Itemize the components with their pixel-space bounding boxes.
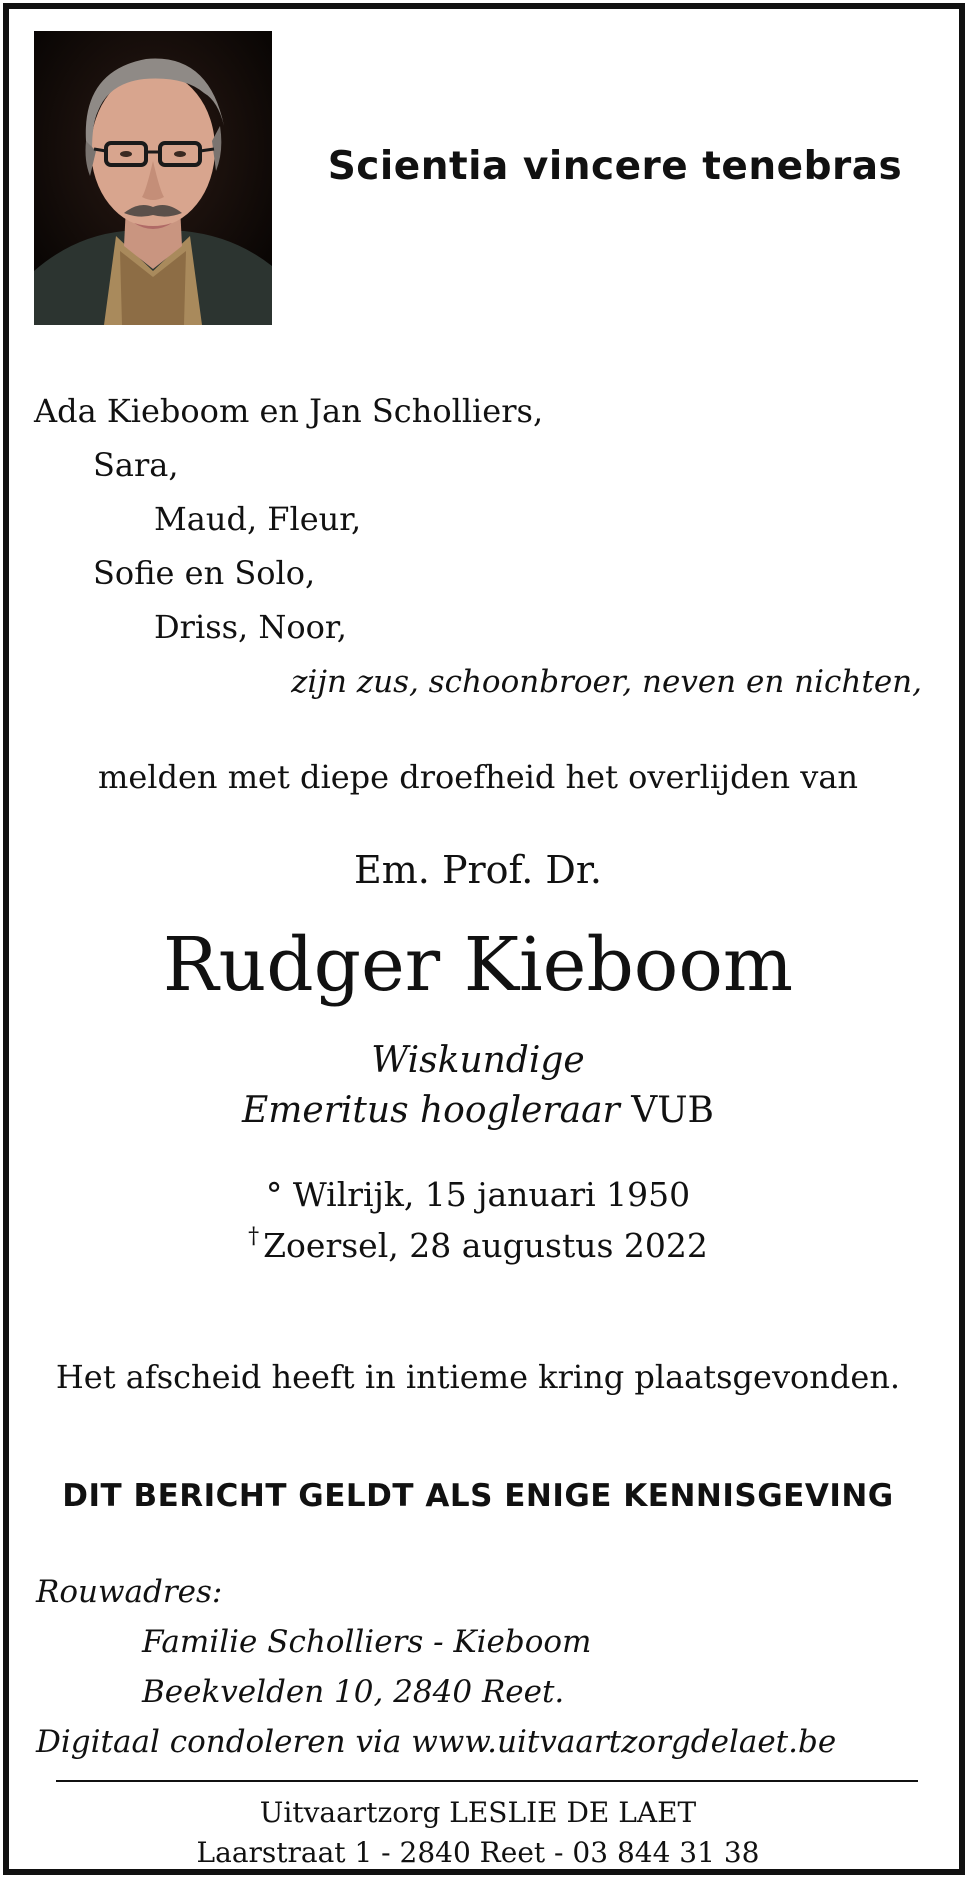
mourning-address-label: Rouwadres: — [36, 1574, 223, 1610]
portrait-illustration — [34, 31, 272, 325]
profession: Wiskundige — [371, 1040, 585, 1081]
academic-position — [0, 1090, 956, 1131]
institution: VUB — [631, 1090, 714, 1131]
funeral-home-contact: Laarstraat 1 - 2840 Reet - 03 844 31 38 — [196, 1836, 760, 1869]
birth-line — [0, 1175, 956, 1214]
farewell-text: Het afscheid heeft in intieme kring plaatsgevonden. — [55, 1358, 901, 1396]
death-place-date: Zoersel, 28 augustus 2022 — [263, 1226, 708, 1265]
official-notice: DIT BERICHT GELDT ALS ENIGE KENNISGEVING — [62, 1478, 894, 1514]
family-line: Driss, Noor, — [154, 608, 347, 646]
death-line — [0, 1224, 956, 1265]
portrait-photo — [34, 31, 272, 325]
family-line-sister: Ada Kieboom en Jan Scholliers, — [34, 392, 544, 430]
relation-line: zijn zus, schoonbroer, neven en nichten, — [291, 664, 922, 700]
family-line: Maud, Fleur, — [154, 500, 362, 538]
announcement: melden met diepe droefheid het overlijden van — [97, 758, 859, 796]
online-condolence-link[interactable]: Digitaal condoleren via www.uitvaartzorgdelaet.be — [36, 1724, 837, 1760]
deceased-title: Em. Prof. Dr. — [354, 848, 602, 892]
family-line: Sofie en Solo, — [93, 554, 316, 592]
family-line: Sara, — [93, 446, 179, 484]
mourning-address-name: Familie Scholliers - Kieboom — [142, 1624, 592, 1660]
deceased-name: Rudger Kieboom — [162, 922, 794, 1008]
funeral-home-name: Uitvaartzorg LESLIE DE LAET — [259, 1796, 697, 1829]
mourning-address-street: Beekvelden 10, 2840 Reet. — [142, 1674, 565, 1710]
birth-symbol: ° — [265, 1175, 283, 1214]
birth-place-date: Wilrijk, 15 januari 1950 — [292, 1175, 691, 1214]
motto: Scientia vincere tenebras — [327, 144, 903, 189]
academic-position-title: Emeritus hoogleraar — [241, 1090, 620, 1131]
footer-divider — [56, 1780, 918, 1782]
death-cross-icon: † — [248, 1224, 260, 1249]
